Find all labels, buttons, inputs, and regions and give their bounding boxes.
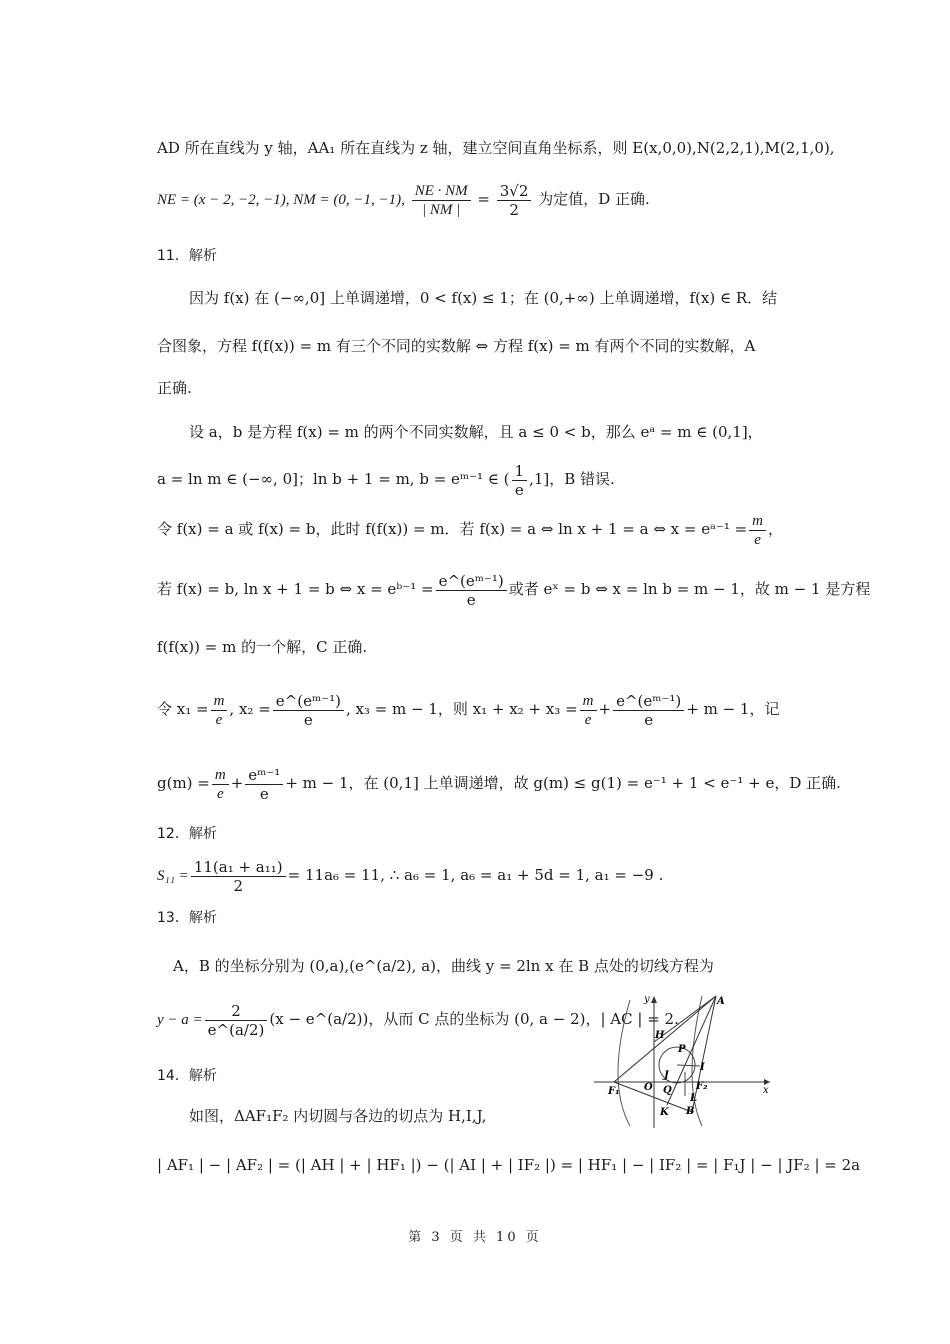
label-O: O [644,1082,653,1093]
p11-line-6: 令 f(x) = a 或 f(x) = b，此时 f(f(x)) = m．若 f(x) = a ⇔ ln x + 1 = a ⇔ x = eᵃ⁻¹ = $\frac{m}{e}$ ， [157,512,784,548]
p14-line-1: 如图，ΔAF₁F₂ 内切圆与各边的切点为 H,I,J, [189,1107,487,1125]
label-L: L [690,1093,698,1104]
y-axis-arrow [651,996,657,1003]
label-H: H [655,1030,665,1041]
fraction-vector: $\frac{NE \cdot NM}{| NM |}$ [412,182,471,219]
p11-line-7: 若 f(x) = b, ln x + 1 = b ⇔ x = eᵇ⁻¹ = $\frac{\text{e\textasciicircum{}(eᵐ⁻¹)}}{e}$ 或者 eˣ = b ⇔ x = ln b = m − 1，故 m − 1 是方程 [157,571,871,609]
heading-11: 11．解析 [157,248,217,264]
p12-line: S₁₁ = $\frac{\text{11(a₁ + a₁₁)}}{2}$ = 11a₆ = 11, ∴ a₆ = 1, a₆ = a₁ + 5d = 1, a₁ = −9 . [157,857,664,895]
text-line-1: AD 所在直线为 y 轴，AA₁ 所在直线为 z 轴，建立空间直角坐标系，则 E(x,0,0),N(2,2,1),M(2,1,0), [157,139,835,157]
hyperbola-incircle-figure [592,990,782,1130]
p11-line-4: 设 a，b 是方程 f(x) = m 的两个不同实数解，且 a ≤ 0 < b，那么 eᵃ = m ∈ (0,1]， [189,423,763,441]
vector-expr: NE = (x − 2, −2, −1), NM = (0, −1, −1), [157,192,405,208]
label-P: P [678,1044,686,1055]
heading-14: 14．解析 [157,1068,217,1084]
label-I: I [700,1062,705,1073]
page-footer: 第 3 页 共 10 页 [408,1230,542,1245]
fraction-result: $\frac{3√2}{2}$ [497,182,532,219]
heading-12: 12．解析 [157,826,217,842]
p11-line-3: 正确. [157,379,192,397]
heading-13: 13．解析 [157,910,217,926]
label-F1: F₁ [608,1086,620,1097]
label-y: y [644,994,650,1005]
label-A: A [717,996,725,1007]
label-B: B [686,1106,695,1117]
label-J: J [664,1070,669,1081]
label-K: K [660,1107,669,1118]
p11-line-5: a = ln m ∈ (−∞, 0]；ln b + 1 = m, b = eᵐ⁻¹ ∈ ( $\frac{1}{e}$ ,1]，B 错误. [157,461,615,499]
p11-line-9: 令 x₁ = $\frac{m}{e}$ , x₂ = $\frac{\text{e\textasciicircum{}(eᵐ⁻¹)}}{e}$ , x₃ = m − 1，则 x₁ + x₂ + x₃ = $\frac{m}{e}$ + $\frac{\text{e\textasciicircum{}(eᵐ⁻¹)}}{e}$ + m − 1，记 [157,691,780,729]
p13-line-1: A，B 的坐标分别为 (0,a),(e^(a/2), a)，曲线 y = 2ln x 在 B 点处的切线方程为 [173,957,714,975]
p14-line-2: | AF₁ | − | AF₂ | = (| AH | + | HF₁ |) − (| AI | + | IF₂ |) = | HF₁ | − | IF₂ | = | F₁J | − | JF₂ | = 2a [157,1156,861,1174]
p11-line-1: 因为 f(x) 在 (−∞,0] 上单调递增，0 < f(x) ≤ 1；在 (0,+∞) 上单调递增，f(x) ∈ R．结 [189,289,778,307]
p11-line-8: f(f(x)) = m 的一个解，C 正确. [157,638,368,656]
line-bf1 [614,1082,692,1112]
label-Q: Q [663,1085,672,1096]
radius-line [677,1065,700,1066]
text-line-2: NE = (x − 2, −2, −1), NM = (0, −1, −1), $\frac{NE \cdot NM}{| NM |}$ = $\frac{3√2}{2}$ 为定值，D 正确. [157,181,650,219]
label-x: x [763,1085,769,1096]
hyperbola-left-branch [618,1000,630,1126]
p11-line-2: 合图象，方程 f(f(x)) = m 有三个不同的实数解 ⇔ 方程 f(x) = m 有两个不同的实数解，A [157,337,756,355]
p11-line-10: g(m) = $\frac{m}{e}$ + $\frac{\text{eᵐ⁻¹}}{e}$ + m − 1，在 (0,1] 上单调递增，故 g(m) ≤ g(1) = e⁻¹ + 1 < e⁻¹ + e，D 正确. [157,765,841,803]
p13-line-2: y − a = $\frac{2}{e\^{}(a/2)}$ (x − e^(a/2))，从而 C 点的坐标为 (0, a − 2)，| AC | = 2. [157,1001,679,1039]
label-F2: F₂ [696,1081,708,1092]
line-ka [667,996,716,1105]
